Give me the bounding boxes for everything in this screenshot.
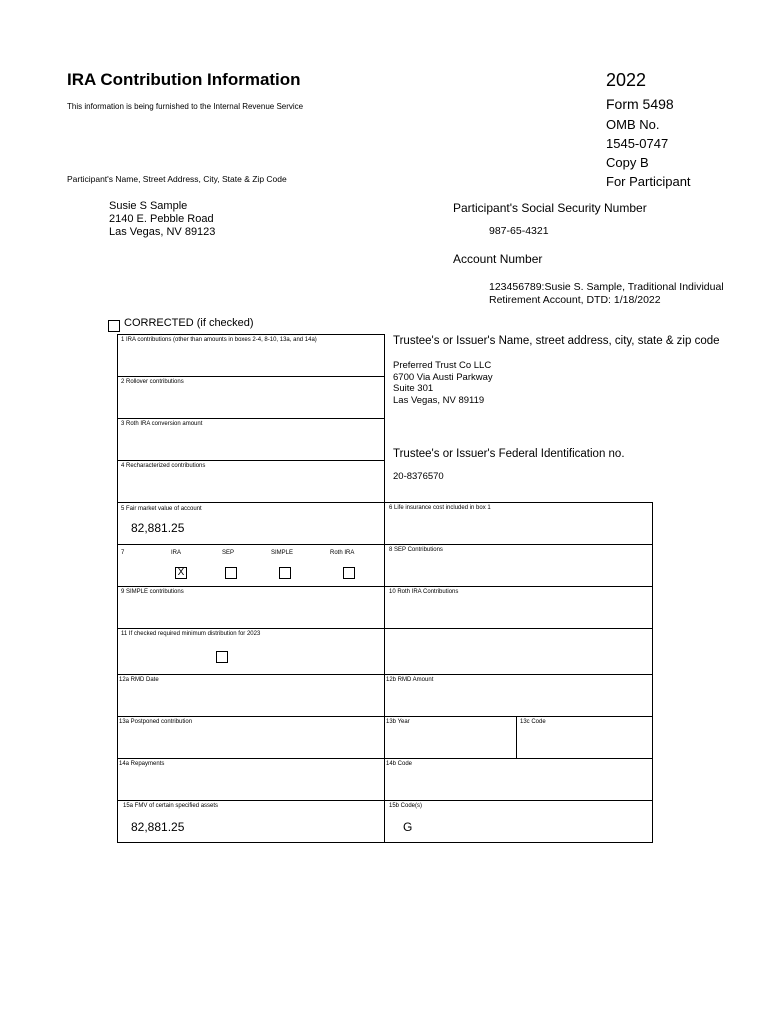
box14a-label: 14a Repayments: [119, 761, 165, 767]
grid-line: [117, 800, 652, 801]
box4-label: 4 Recharacterized contributions: [121, 463, 206, 469]
box13b-label: 13b Year: [386, 719, 410, 725]
box7-sep-checkbox[interactable]: [225, 567, 237, 579]
grid-line: [117, 502, 652, 503]
grid-line: [117, 586, 652, 587]
grid-line: [117, 544, 652, 545]
box15a-value: 82,881.25: [131, 820, 185, 834]
grid-line: [117, 716, 652, 717]
trustee-suite: Suite 301: [393, 383, 434, 394]
copy-label: Copy B: [606, 155, 649, 170]
trustee-street: 6700 Via Austi Parkway: [393, 371, 493, 383]
ssn-value: 987-65-4321: [489, 225, 549, 237]
grid-line: [117, 460, 384, 461]
box7-sep-label: SEP: [222, 550, 235, 556]
box7-ira-checkbox[interactable]: X: [175, 567, 187, 579]
box5-value: 82,881.25: [131, 521, 185, 535]
box1-label: 1 IRA contributions (other than amounts in boxes 2-4, 8-10, 13a, and 14a): [121, 337, 317, 343]
participant-address-label: Participant's Name, Street Address, City, State & Zip Code: [67, 174, 287, 184]
grid-line: [117, 418, 384, 419]
grid-line: [117, 842, 652, 843]
box3-label: 3 Roth IRA conversion amount: [121, 421, 203, 427]
form-subtitle: This information is being furnished to the Internal Revenue Service: [67, 102, 304, 111]
box12a-label: 12a RMD Date: [119, 677, 159, 683]
grid-line: [384, 334, 385, 843]
account-value: 123456789:Susie S. Sample, Traditional Individual Retirement Account, DTD: 1/18/2022: [489, 281, 724, 306]
box5-label: 5 Fair market value of account: [121, 506, 202, 512]
box7-simple-checkbox[interactable]: [279, 567, 291, 579]
grid-line: [117, 376, 384, 377]
omb-number: 1545-0747: [606, 136, 669, 151]
grid-line: [117, 334, 118, 843]
box15b-label: 15b Code(s): [389, 803, 423, 809]
box15b-value: G: [403, 820, 413, 834]
trustee-label: Trustee's or Issuer's Name, street address, city, state & zip code: [393, 335, 720, 347]
box8-label: 8 SEP Contributions: [389, 547, 443, 553]
form-title: IRA Contribution Information: [67, 70, 301, 89]
copy-recipient: For Participant: [606, 174, 691, 189]
omb-label: OMB No.: [606, 117, 660, 132]
box10-label: 10 Roth IRA Contributions: [389, 589, 459, 595]
box7-ira-label: IRA: [171, 550, 182, 556]
trustee-address: [393, 360, 493, 406]
box7-roth-label: Roth IRA: [330, 550, 355, 556]
grid-line: [117, 758, 652, 759]
box14b-label: 14b Code: [386, 761, 413, 767]
trustee-fed-id-label: Trustee's or Issuer's Federal Identification no.: [393, 448, 625, 460]
trustee-name: Preferred Trust Co LLC: [393, 360, 492, 371]
box13c-label: 13c Code: [520, 719, 546, 725]
grid-line: [652, 502, 653, 843]
grid-line: [117, 628, 652, 629]
participant-street: 2140 E. Pebble Road: [109, 213, 214, 225]
box7-roth-checkbox[interactable]: [343, 567, 355, 579]
box13a-label: 13a Postponed contribution: [119, 719, 193, 725]
box12b-label: 12b RMD Amount: [386, 677, 434, 683]
box2-label: 2 Rollover contributions: [121, 379, 184, 385]
box11-label: 11 If checked required minimum distribution for 2023: [121, 631, 261, 637]
box9-label: 9 SIMPLE contributions: [121, 589, 184, 595]
trustee-fed-id: 20-8376570: [393, 471, 444, 482]
grid-line: [117, 674, 652, 675]
box6-label: 6 Life insurance cost included in box 1: [389, 505, 491, 511]
box11-checkbox[interactable]: [216, 651, 228, 663]
box7-simple-label: SIMPLE: [271, 550, 294, 556]
corrected-label: CORRECTED (if checked): [124, 317, 254, 329]
participant-name: Susie S Sample: [109, 200, 188, 212]
trustee-city: Las Vegas, NV 89119: [393, 394, 485, 406]
participant-address: [109, 200, 215, 239]
grid-line: [117, 334, 384, 335]
grid-line: [516, 716, 517, 759]
form-number: Form 5498: [606, 96, 674, 112]
ssn-label: Participant's Social Security Number: [453, 201, 647, 215]
participant-city: Las Vegas, NV 89123: [109, 226, 216, 238]
tax-year: 2022: [606, 70, 647, 90]
corrected-checkbox[interactable]: [108, 320, 120, 332]
account-label: Account Number: [453, 252, 543, 266]
box15a-label: 15a FMV of certain specified assets: [123, 803, 219, 809]
box7-label: 7: [121, 550, 125, 556]
